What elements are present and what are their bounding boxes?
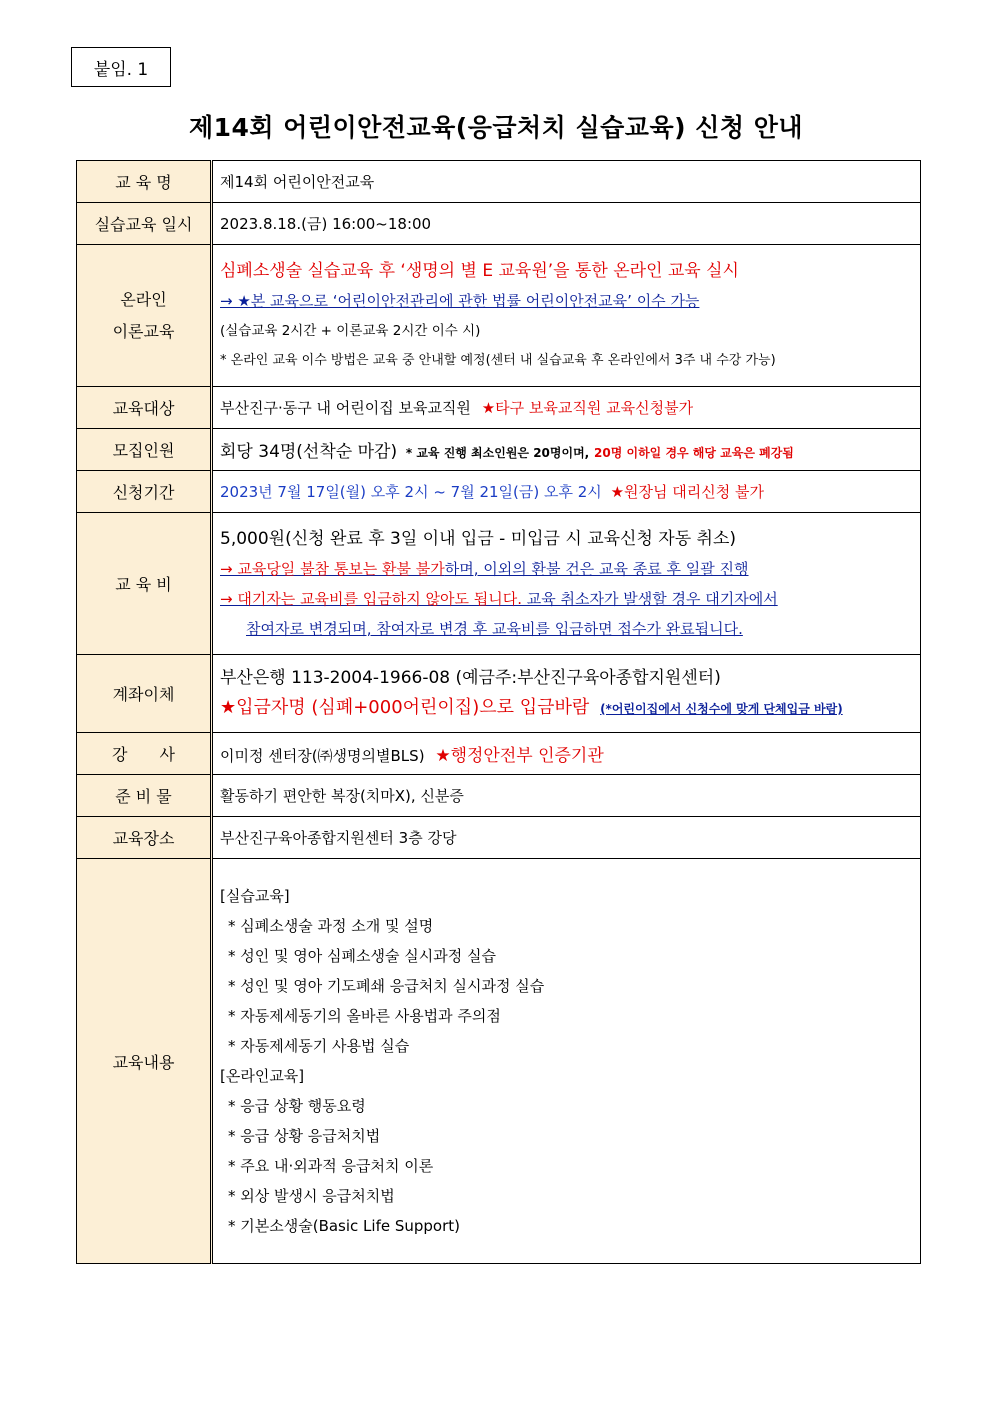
target-text: 부산진구·동구 내 어린이집 보육교직원 — [220, 399, 471, 417]
online-item: * 외상 발생시 응급처치법 — [228, 1187, 395, 1205]
row-online-theory — [77, 245, 921, 387]
value-instructor — [212, 733, 921, 775]
practice-heading: [실습교육] — [220, 887, 290, 905]
row-recruit — [77, 429, 921, 471]
row-content — [77, 859, 921, 1264]
value-target — [212, 387, 921, 429]
label-prep: 준 비 물 — [77, 775, 212, 817]
fee-line4: 참여자로 변경되며, 참여자로 변경 후 교육비를 입금하면 접수가 완료됩니다. — [246, 619, 743, 638]
fee-line3 — [220, 584, 920, 614]
content-list — [220, 881, 920, 1241]
value-online-theory — [212, 245, 921, 387]
label-target: 교육대상 — [77, 387, 212, 429]
label-online-theory — [77, 245, 212, 387]
label-course-name: 교 육 명 — [77, 161, 212, 203]
fee-line2-red: → 교육당일 불참 통보는 환불 불가 — [220, 559, 445, 578]
label-period: 신청기간 — [77, 471, 212, 513]
online-item: * 응급 상황 응급처치법 — [228, 1127, 381, 1145]
online-item: * 기본소생술(Basic Life Support) — [228, 1217, 461, 1235]
online-heading: [온라인교육] — [220, 1067, 305, 1085]
label-instructor: 강 사 — [77, 733, 212, 775]
row-period — [77, 471, 921, 513]
value-practice-date: 2023.8.18.(금) 16:00~18:00 — [212, 203, 921, 245]
fee-line3-rest: 교육 취소자가 발생할 경우 대기자에서 — [522, 589, 778, 608]
instructor-text: 이미정 센터장(㈜생명의별BLS) — [220, 747, 425, 765]
value-fee — [212, 513, 921, 655]
practice-item: * 자동제세동기의 올바른 사용법과 주의점 — [228, 1007, 501, 1025]
label-fee: 교 육 비 — [77, 513, 212, 655]
value-recruit — [212, 429, 921, 471]
practice-item: * 성인 및 영아 심폐소생술 실시과정 실습 — [228, 947, 496, 965]
fee-line2 — [220, 554, 920, 584]
account-line1: 부산은행 113-2004-1966-08 (예금주:부산진구육아종합지원센터) — [220, 668, 721, 688]
practice-item: * 자동제세동기 사용법 실습 — [228, 1037, 410, 1055]
instructor-note: ★행정안전부 인증기관 — [435, 746, 604, 766]
online-line1: 심폐소생술 실습교육 후 ‘생명의 별 E 교육원’을 통한 온라인 교육 실시 — [220, 260, 739, 281]
online-item: * 주요 내·외과적 응급처치 이론 — [228, 1157, 434, 1175]
recruit-note1: * 교육 진행 최소인원은 20명이며, — [405, 446, 590, 460]
account-depositor: ★입금자명 (심폐+000어린이집)으로 입금바람 — [220, 697, 590, 718]
page-title: 제14회 어린이안전교육(응급처치 실습교육) 신청 안내 — [188, 113, 804, 142]
value-place: 부산진구육아종합지원센터 3층 강당 — [212, 817, 921, 859]
label-recruit: 모집인원 — [77, 429, 212, 471]
value-content — [212, 859, 921, 1264]
row-instructor — [77, 733, 921, 775]
row-account — [77, 655, 921, 733]
practice-item: * 심폐소생술 과정 소개 및 설명 — [228, 917, 434, 935]
row-place — [77, 817, 921, 859]
attachment-tag: 붙임. 1 — [71, 47, 171, 87]
recruit-note2: 20명 이하일 경우 해당 교육은 폐강됨 — [594, 446, 794, 460]
row-fee — [77, 513, 921, 655]
period-text: 2023년 7월 17일(월) 오후 2시 ~ 7월 21일(금) 오후 2시 — [220, 483, 602, 501]
row-practice-date — [77, 203, 921, 245]
row-target — [77, 387, 921, 429]
label-online-line2: 이론교육 — [112, 321, 175, 341]
label-practice-date: 실습교육 일시 — [77, 203, 212, 245]
label-online-line1: 온라인 — [120, 289, 167, 309]
label-place: 교육장소 — [77, 817, 212, 859]
value-account — [212, 655, 921, 733]
online-item: * 응급 상황 행동요령 — [228, 1097, 366, 1115]
account-line2 — [220, 693, 920, 724]
practice-item: * 성인 및 영아 기도폐쇄 응급처치 실시과정 실습 — [228, 977, 545, 995]
period-note: ★원장님 대리신청 불가 — [610, 483, 764, 501]
target-note: ★타구 보육교직원 교육신청불가 — [481, 399, 694, 417]
label-content: 교육내용 — [77, 859, 212, 1264]
fee-line3-red: → 대기자는 교육비를 입금하지 않아도 됩니다. — [220, 589, 522, 608]
value-period — [212, 471, 921, 513]
row-prep — [77, 775, 921, 817]
fee-line1: 5,000원(신청 완료 후 3일 이내 입금 - 미입금 시 교육신청 자동 취소) — [220, 528, 737, 549]
online-line2: → ★본 교육으로 ‘어린이안전관리에 관한 법률 어린이안전교육’ 이수 가능 — [220, 291, 700, 310]
application-info-table — [76, 160, 921, 1264]
value-prep: 활동하기 편안한 복장(치마X), 신분증 — [212, 775, 921, 817]
value-course-name: 제14회 어린이안전교육 — [212, 161, 921, 203]
recruit-text: 회당 34명(선착순 마감) — [220, 442, 398, 462]
online-line3: (실습교육 2시간 + 이론교육 2시간 이수 시) — [220, 322, 481, 339]
row-course-name — [77, 161, 921, 203]
account-note: (*어린이집에서 신청수에 맞게 단체입금 바람) — [600, 702, 843, 716]
fee-line2-rest: 하며, 이외의 환불 건은 교육 종료 후 일괄 진행 — [444, 559, 749, 578]
label-account: 계좌이체 — [77, 655, 212, 733]
online-line4: * 온라인 교육 이수 방법은 교육 중 안내할 예정(센터 내 실습교육 후 온라인에서 3주 내 수강 가능) — [220, 352, 776, 368]
